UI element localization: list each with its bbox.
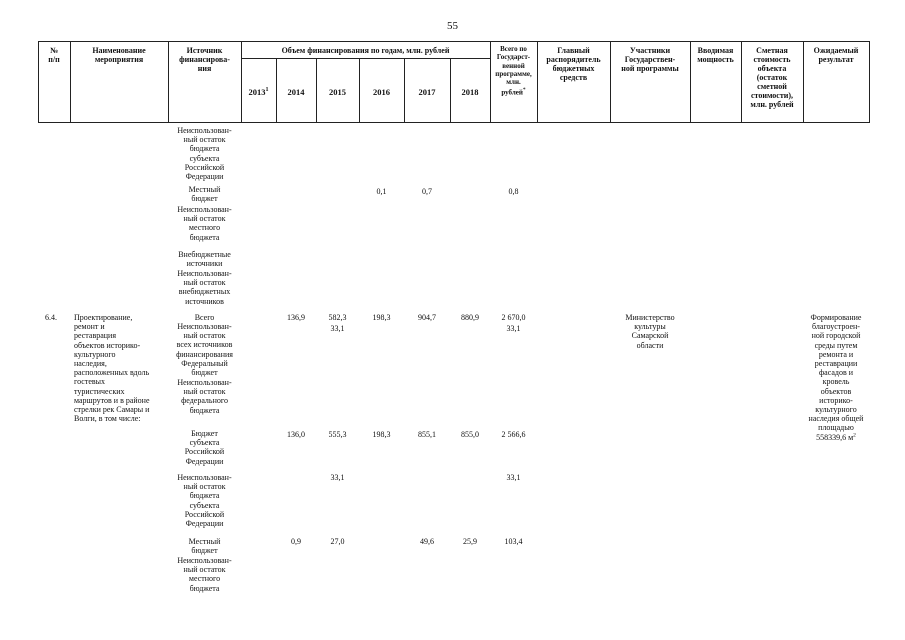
value-cell: 33,1 <box>330 324 345 333</box>
value-cell: 25,9 <box>463 537 477 546</box>
value-cell: 136,0 <box>287 430 305 439</box>
source-cell: Неиспользован- ный остаток всех источников финансирования <box>176 322 233 359</box>
year-2013: 2013$^1$ <box>248 87 269 97</box>
year-2018: 2018 <box>461 87 479 97</box>
source-cell: Бюджет субъекта Российской Федерации <box>184 429 225 466</box>
value-cell: 33,1 <box>330 473 345 482</box>
page-number: 55 <box>447 20 458 32</box>
value-cell: 103,4 <box>504 537 523 546</box>
source-cell: Неиспользован- ный остаток бюджета субъекта Российской Федерации <box>177 126 232 182</box>
source-cell: Неиспользован- ный остаток федерального бюджета <box>177 378 232 415</box>
year-2014: 2014 <box>287 87 305 97</box>
value-cell: 0,8 <box>508 187 519 196</box>
item-name: Проектирование, ремонт и реставрация объектов историко- культурного наследия, расположенных вдоль гостевых туристических маршрутов и в районе стрелки рек Самары и Волги, в том числе: <box>74 313 150 424</box>
year-2016: 2016 <box>373 87 390 97</box>
value-cell: 0,7 <box>422 187 432 196</box>
header-capacity: Вводимая мощность <box>697 46 734 64</box>
header-result: Ожидаемый результат <box>813 46 859 64</box>
value-cell: 33,1 <box>506 473 521 482</box>
value-cell: 0,9 <box>291 537 301 546</box>
value-cell: 0,1 <box>376 187 387 196</box>
year-2017: 2017 <box>418 87 436 97</box>
value-cell: 855,1 <box>418 430 436 439</box>
header-participants: Участники Государствен- ной программы <box>621 46 679 73</box>
source-cell: Внебюджетные источники <box>178 250 231 269</box>
source-cell: Неиспользован- ный остаток местного бюджета <box>177 205 232 242</box>
item-participant: Министерство культуры Самарской области <box>625 313 675 350</box>
value-cell: 2 670,0 <box>501 313 526 322</box>
header-financing: Объем финансирования по годам, млн. рублей <box>281 46 450 55</box>
item-number: 6.4. <box>45 313 57 322</box>
source-cell: Неиспользован- ный остаток местного бюджета <box>177 556 232 593</box>
value-cell: 198,3 <box>372 313 391 322</box>
value-cell: 198,3 <box>372 430 391 439</box>
header-manager: Главный распорядитель бюджетных средств <box>546 46 601 82</box>
value-cell: 33,1 <box>506 324 521 333</box>
value-cell: 880,9 <box>461 313 479 322</box>
header-estimate: Сметная стоимость объекта (остаток сметной стоимости), млн. рублей <box>750 46 794 109</box>
value-cell: 136,9 <box>287 313 305 322</box>
header-source: Источник финансирова- ния <box>179 46 230 73</box>
header-num: № п/п <box>48 46 60 64</box>
source-cell: Всего <box>194 313 215 322</box>
header-total: Всего по Государст- венной программе, млн. рублей* <box>495 45 532 97</box>
value-cell: 27,0 <box>330 537 345 546</box>
value-cell: 49,6 <box>420 537 434 546</box>
value-cell: 555,3 <box>328 430 347 439</box>
value-cell: 904,7 <box>418 313 436 322</box>
source-cell: Местный бюджет <box>188 537 221 556</box>
value-cell: 855,0 <box>461 430 479 439</box>
source-cell: Неиспользован- ный остаток бюджета субъекта Российской Федерации <box>177 473 232 529</box>
value-cell: 582,3 <box>328 313 347 322</box>
header-measure: Наименование мероприятия <box>92 46 146 64</box>
source-cell: Местный бюджет <box>188 185 221 204</box>
source-cell: Федеральный бюджет <box>181 359 228 378</box>
year-2015: 2015 <box>329 87 346 97</box>
value-cell: 2 566,6 <box>501 430 526 439</box>
source-cell: Неиспользован- ный остаток внебюджетных источников <box>177 269 232 306</box>
item-result: Формирование благоустроен- ной городской среды путем ремонта и реставрации фасадов и кровель объектов историко- культурного наследия общей площадью 558339,6 $м^2$ <box>808 313 864 442</box>
